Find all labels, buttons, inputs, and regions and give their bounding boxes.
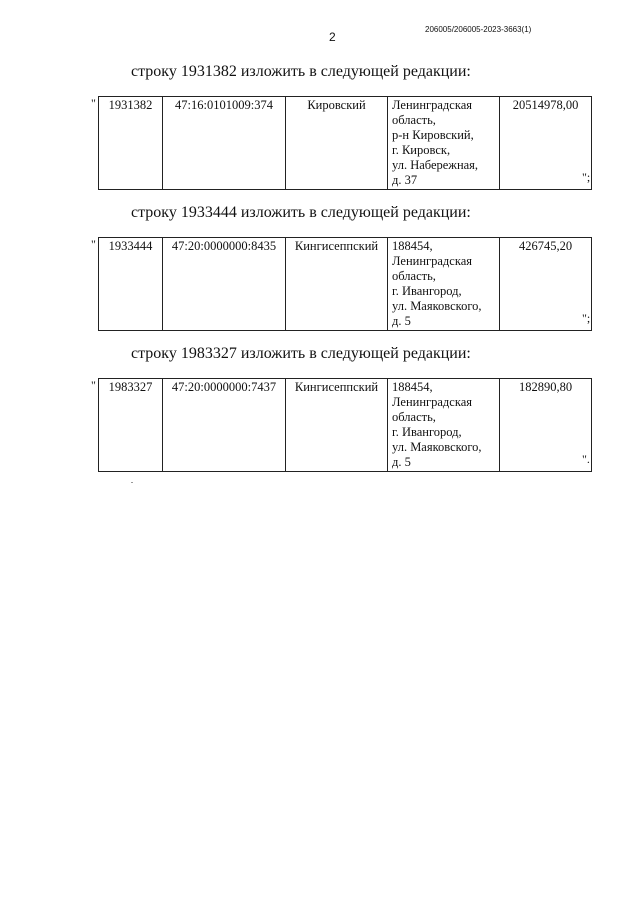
address-line: 188454, (392, 239, 433, 253)
table-row (99, 238, 592, 331)
section-intro: строку 1931382 изложить в следующей редакции: (131, 63, 471, 80)
address-line: ул. Набережная, (392, 158, 479, 172)
address-line: Ленинградская (392, 98, 473, 112)
value-cell: 182890,80 (500, 379, 592, 472)
address-line: д. 37 (392, 173, 418, 187)
address-line: область, (392, 269, 436, 283)
section-intro: строку 1933444 изложить в следующей редакции: (131, 204, 471, 221)
address-line: 188454, (392, 380, 433, 394)
document-id: 206005/206005-2023-3663(1) (425, 25, 532, 34)
page-number: 2 (329, 30, 336, 44)
address-cell (388, 238, 500, 331)
table-row (99, 379, 592, 472)
address-line: область, (392, 113, 436, 127)
scan-speck (131, 482, 133, 483)
address-line: Ленинградская (392, 254, 473, 268)
row-code-cell: 1983327 (99, 379, 163, 472)
property-table (98, 237, 592, 331)
address-line: ул. Маяковского, (392, 299, 482, 313)
cadastral-number-cell: 47:20:0000000:8435 (163, 238, 286, 331)
row-code-cell: 1933444 (99, 238, 163, 331)
close-quote: ". (582, 452, 590, 466)
address-line: ул. Маяковского, (392, 440, 482, 454)
value-cell: 426745,20 (500, 238, 592, 331)
close-quote: "; (582, 311, 591, 325)
section-intro: строку 1983327 изложить в следующей редакции: (131, 345, 471, 362)
address-line: г. Ивангород, (392, 284, 462, 298)
property-table (98, 378, 592, 472)
address-cell (388, 379, 500, 472)
address-line: Ленинградская (392, 395, 473, 409)
cadastral-number-cell: 47:20:0000000:7437 (163, 379, 286, 472)
open-quote: " (91, 378, 96, 392)
table-row (99, 97, 592, 190)
cadastral-number-cell: 47:16:0101009:374 (163, 97, 286, 190)
address-cell (388, 97, 500, 190)
address-line: р-н Кировский, (392, 128, 474, 142)
address-line: д. 5 (392, 455, 411, 469)
district-cell: Кировский (286, 97, 388, 190)
open-quote: " (91, 237, 96, 251)
district-cell: Кингисеппский (286, 379, 388, 472)
address-line: д. 5 (392, 314, 411, 328)
address-line: г. Ивангород, (392, 425, 462, 439)
address-line: область, (392, 410, 436, 424)
address-line: г. Кировск, (392, 143, 451, 157)
open-quote: " (91, 96, 96, 110)
district-cell: Кингисеппский (286, 238, 388, 331)
value-cell: 20514978,00 (500, 97, 592, 190)
row-code-cell: 1931382 (99, 97, 163, 190)
close-quote: "; (582, 170, 591, 184)
property-table (98, 96, 592, 190)
